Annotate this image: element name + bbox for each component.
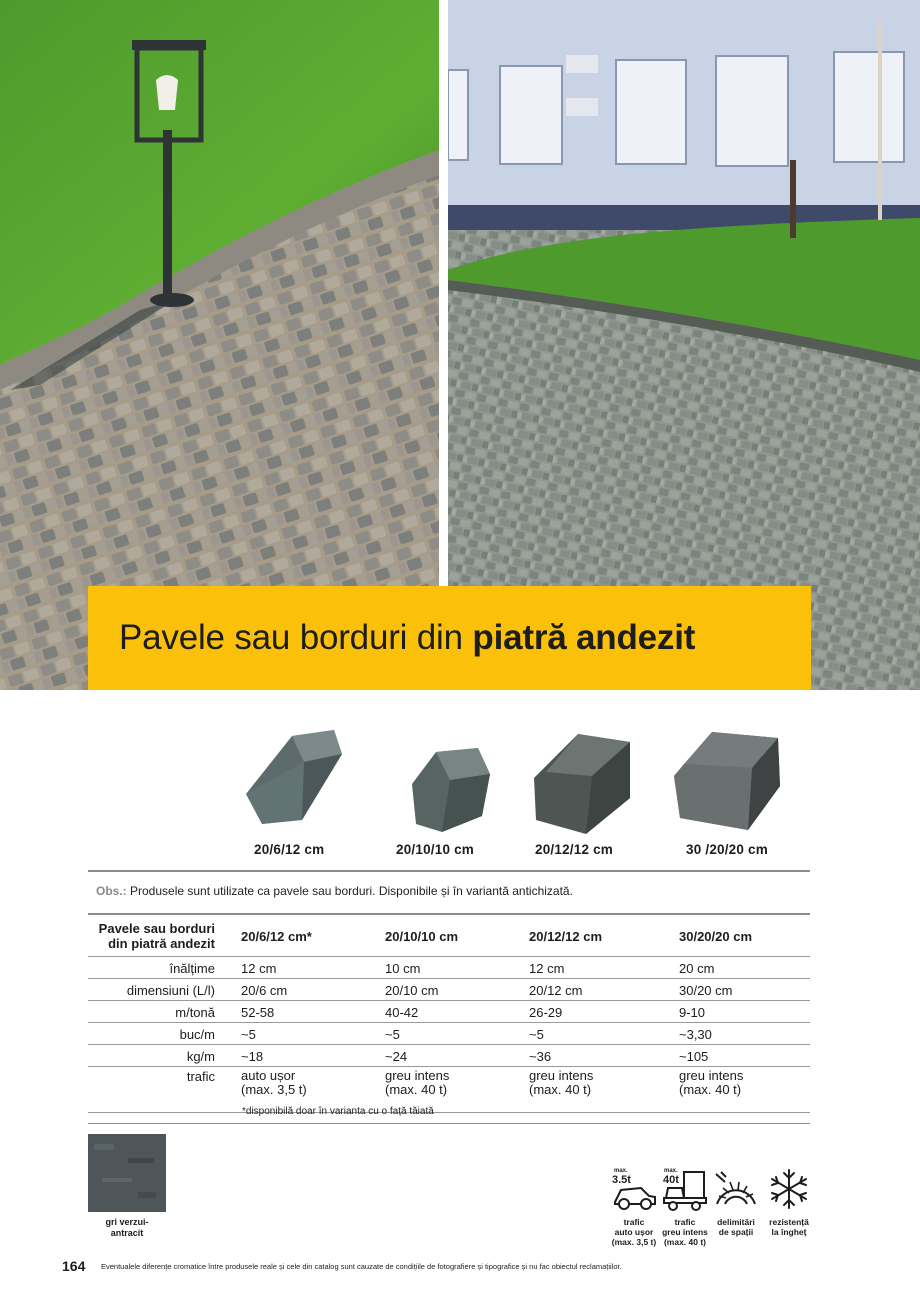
- table-cell: 20/6 cm: [241, 983, 288, 998]
- table-cell: [679, 1069, 743, 1097]
- icon-caption-line2: auto ușor: [614, 1227, 654, 1237]
- page-title: [119, 618, 695, 658]
- icon-caption-line2: la îngheț: [771, 1227, 807, 1237]
- row-label: înălțime: [169, 961, 215, 976]
- product-label: 20/12/12 cm: [535, 842, 614, 857]
- table-cell: ~24: [385, 1049, 408, 1064]
- table-cell: [529, 1069, 593, 1097]
- spec-table: [88, 914, 810, 1113]
- observation-prefix: Obs.:: [96, 884, 127, 898]
- icon-caption-line3: (max. 3,5 t): [611, 1237, 657, 1247]
- icon-caption: [759, 1217, 819, 1237]
- page-title-bold: piatră andezit: [472, 618, 696, 657]
- column-header: 20/12/12 cm: [529, 929, 603, 944]
- table-cell: 40-42: [385, 1005, 419, 1020]
- traffic-line2: (max. 40 t): [679, 1082, 742, 1097]
- table-cell: 10 cm: [385, 961, 421, 976]
- table-row: [88, 1001, 810, 1023]
- traffic-line2: (max. 40 t): [529, 1082, 592, 1097]
- page-title-regular: Pavele sau borduri din: [119, 618, 473, 657]
- page-number: 164: [62, 1258, 86, 1274]
- car-icon-badge-value: 3.5t: [612, 1174, 631, 1186]
- table-cell: 12 cm: [529, 961, 565, 976]
- header-label-line1: Pavele sau borduri: [98, 921, 215, 936]
- table-cell: ~105: [679, 1049, 709, 1064]
- table-row: [88, 1023, 810, 1045]
- table-cell: 12 cm: [241, 961, 277, 976]
- row-label: kg/m: [186, 1049, 215, 1064]
- divider: [88, 1123, 810, 1124]
- footer-disclaimer: Eventualele diferențe cromatice între produsele reale și cele din catalog sunt cauzate de condițiile de fotografiere și tipografice și nu fac obiectul reclamațiilor.: [101, 1262, 622, 1271]
- icon-caption-line1: delimitări: [717, 1217, 755, 1227]
- table-cell: ~18: [241, 1049, 264, 1064]
- icon-caption: [706, 1217, 766, 1237]
- table-header-label: [99, 921, 215, 951]
- row-label: m/tonă: [175, 1005, 215, 1020]
- table-cell: ~5: [385, 1027, 400, 1042]
- row-label: dimensiuni (L/l): [126, 983, 215, 998]
- truck-icon-badge-top: max.: [664, 1168, 678, 1174]
- table-cell: ~36: [529, 1049, 552, 1064]
- truck-icon-badge-value: 40t: [663, 1174, 679, 1186]
- car-icon-badge-top: max.: [614, 1168, 628, 1174]
- icon-caption-line3: (max. 40 t): [663, 1237, 707, 1247]
- product-image-20-10-10: [406, 744, 496, 841]
- swatch-label-line1: gri verzui-: [105, 1217, 149, 1227]
- curb-arc-icon: [713, 1166, 759, 1212]
- icon-caption-line2: de spații: [718, 1227, 754, 1237]
- table-cell: ~5: [241, 1027, 256, 1042]
- traffic-line1: greu intens: [679, 1068, 744, 1083]
- icon-caption-line1: rezistență: [769, 1217, 809, 1227]
- snowflake-icon: [766, 1166, 812, 1212]
- table-cell: 52-58: [241, 1005, 275, 1020]
- column-header: 30/20/20 cm: [679, 929, 753, 944]
- table-row: [88, 979, 810, 1001]
- product-label: 20/10/10 cm: [396, 842, 475, 857]
- table-cell: 30/20 cm: [679, 983, 733, 998]
- car-icon: [611, 1166, 657, 1212]
- icon-caption-line2: greu intens: [662, 1227, 708, 1237]
- traffic-line2: (max. 40 t): [385, 1082, 448, 1097]
- divider: [88, 870, 810, 872]
- table-row: [88, 1045, 810, 1067]
- table-cell: ~5: [529, 1027, 544, 1042]
- icon-caption-line1: trafic: [674, 1217, 696, 1227]
- observation-text: Produsele sunt utilizate ca pavele sau borduri. Disponibile și în variantă antichizată.: [126, 884, 573, 898]
- traffic-line1: greu intens: [385, 1068, 450, 1083]
- traffic-line2: (max. 3,5 t): [241, 1082, 307, 1097]
- table-cell: 20/10 cm: [385, 983, 439, 998]
- table-cell: 26-29: [529, 1005, 563, 1020]
- observation-note: [96, 884, 573, 898]
- product-label: 30 /20/20 cm: [686, 842, 768, 857]
- truck-icon: [662, 1166, 708, 1212]
- traffic-line1: auto ușor: [241, 1068, 296, 1083]
- product-image-20-12-12: [530, 728, 636, 843]
- title-banner: [88, 586, 811, 690]
- product-image-20-6-12: [242, 728, 350, 833]
- column-header: 20/6/12 cm*: [241, 929, 312, 944]
- swatch-label: [88, 1217, 166, 1239]
- icon-caption-line1: trafic: [623, 1217, 645, 1227]
- swatch-label-line2: antracit: [110, 1228, 144, 1238]
- traffic-line1: greu intens: [529, 1068, 594, 1083]
- product-image-30-20-20: [672, 726, 784, 841]
- row-label: buc/m: [179, 1027, 215, 1042]
- table-header-row: [88, 914, 810, 957]
- header-label-line2: din piatră andezit: [108, 936, 215, 951]
- table-cell: 20/12 cm: [529, 983, 583, 998]
- product-label: 20/6/12 cm: [254, 842, 325, 857]
- color-swatch: [88, 1134, 166, 1212]
- table-footnote: *disponibilă doar în varianta cu o față tăiată: [242, 1106, 434, 1117]
- table-cell: [241, 1069, 307, 1097]
- table-row-traffic: [88, 1067, 810, 1113]
- table-cell: ~3,30: [679, 1027, 712, 1042]
- table-cell: 20 cm: [679, 961, 715, 976]
- row-label: trafic: [186, 1069, 215, 1084]
- table-cell: 9-10: [679, 1005, 706, 1020]
- table-cell: [385, 1069, 449, 1097]
- column-header: 20/10/10 cm: [385, 929, 459, 944]
- table-row: [88, 957, 810, 979]
